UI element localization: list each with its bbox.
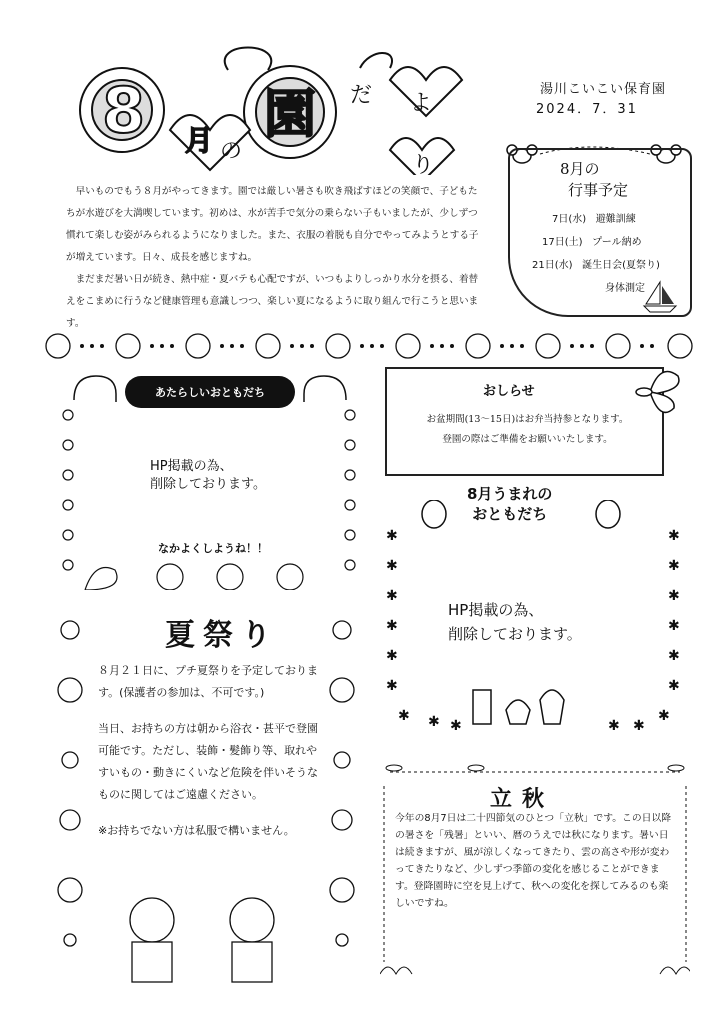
event-name: 身体測定 <box>605 283 645 294</box>
title-glyph-ri: り <box>412 153 435 175</box>
title-glyph-en: 園 <box>264 85 317 145</box>
svg-text:✱: ✱ <box>668 558 680 574</box>
festival-paragraph-3: ※お持ちでない方は私服で構いません。 <box>98 824 295 837</box>
school-name: 湯川こいこい保育園 <box>540 82 667 97</box>
schedule-title <box>560 158 628 200</box>
svg-text:✱: ✱ <box>633 718 645 734</box>
schedule-event <box>542 233 642 248</box>
notice-line-2: 登園の際はご準備をお願いいたします。 <box>442 434 613 445</box>
schedule-event <box>552 210 636 225</box>
title-decoration <box>60 40 500 175</box>
svg-text:✱: ✱ <box>668 618 680 634</box>
schedule-event <box>532 256 660 271</box>
svg-text:✱: ✱ <box>450 718 462 734</box>
issue-date: 2024．7．31 <box>536 102 638 117</box>
removed-line-2: 削除しております。 <box>150 477 266 492</box>
newsletter-title <box>60 40 500 175</box>
svg-text:✱: ✱ <box>668 588 680 604</box>
elephant-icon <box>300 372 350 408</box>
title-glyph-8: 8 <box>102 74 146 147</box>
intro-text <box>66 181 484 335</box>
festival-paragraph-1: ８月２１日に、プチ夏祭りを予定しております。(保護者の参加は、不可です。) <box>98 664 318 699</box>
svg-text:✱: ✱ <box>398 708 410 724</box>
birthday-title-line2: おともだち <box>472 505 548 523</box>
svg-text:✱: ✱ <box>386 528 398 544</box>
removed-notice <box>150 458 266 494</box>
svg-text:✱: ✱ <box>428 714 440 730</box>
removed-line-1: HP掲載の為、 <box>448 601 544 619</box>
birthday-title-line1: 8月うまれの <box>467 485 553 503</box>
title-glyph-da: だ <box>350 83 373 108</box>
svg-text:✱: ✱ <box>386 618 398 634</box>
svg-text:✱: ✱ <box>386 558 398 574</box>
elephant-icon <box>70 372 120 408</box>
event-date: 17日(土) <box>542 237 583 248</box>
removed-line-1: HP掲載の為、 <box>150 459 233 474</box>
title-glyph-tsuki: 月 <box>185 124 214 157</box>
pineapple-divider <box>40 326 700 360</box>
festival-paragraph-2: 当日、お持ちの方は朝から浴衣・甚平で登園可能です。ただし、装飾・髪飾り等、取れやすいもの・動きにくいなど危険を伴いそうなものに関してはご遠慮ください。 <box>98 722 318 801</box>
schedule-title-line1: 8月の <box>560 160 600 178</box>
svg-text:✱: ✱ <box>668 648 680 664</box>
event-date: 21日(水) <box>532 260 573 271</box>
event-name: 避難訓練 <box>595 214 636 225</box>
title-glyph-no: の <box>220 139 243 164</box>
pineapple-icon <box>40 326 700 360</box>
risshu-text: 今年の8月7日は二十四節気のひとつ「立秋」です。この日以降の暑さを「残暑」といい、暦のうえでは秋になります。暑い日は続きますが、風が涼しくなってきたり、雲の高さや形が変わってきたりなど、少しずつ季節の変化を感じることができます。登降園時に空を見上げて、秋への変化を探してみるのも楽しいですね。 <box>395 813 672 909</box>
removed-line-2: 削除しております。 <box>448 625 582 643</box>
svg-text:✱: ✱ <box>608 718 620 734</box>
svg-text:✱: ✱ <box>668 528 680 544</box>
festival-text <box>98 660 323 856</box>
title-glyph-yo: よ <box>410 91 433 116</box>
event-date: 7日(水) <box>552 214 587 225</box>
notice-text <box>400 410 655 450</box>
svg-text:✱: ✱ <box>658 708 670 724</box>
event-name: プール納め <box>592 237 642 248</box>
birthday-title <box>467 484 552 524</box>
schedule-title-line2: 行事予定 <box>568 181 629 199</box>
sailboat-icon <box>640 280 680 318</box>
intro-paragraph-2: まだまだ暑い日が続き、熱中症・夏バテも心配ですが、いつもよりしっかり水分を摂る、着替えをこまめに行うなど健康管理も意識しつつ、楽しい夏になるように取り組んで行こうと思います。 <box>66 274 479 329</box>
risshu-title: 立秋 <box>490 786 555 812</box>
svg-text:✱: ✱ <box>386 588 398 604</box>
event-name: 誕生日会(夏祭り) <box>582 260 660 271</box>
schedule-event <box>605 279 645 294</box>
svg-text:✱: ✱ <box>386 678 398 694</box>
svg-text:✱: ✱ <box>668 678 680 694</box>
friends-caption: なかよくしようね！！ <box>158 542 268 555</box>
new-friends-title: あたらしいおともだち <box>125 376 295 408</box>
svg-text:✱: ✱ <box>386 648 398 664</box>
notice-title: おしらせ <box>483 384 535 399</box>
intro-paragraph-1: 早いものでもう８月がやってきます。園では厳しい暑さも吹き飛ばすほどの笑顔で、子どもたちが水遊びを大満喫しています。初めは、水が苦手で気分の乗らない子もいましたが、少しずつ慣れて楽しむ姿がみられるようになりました。また、衣服の着脱も自分でやってみようとする子が増えています。日々、成長を感じますね。 <box>66 186 479 263</box>
festival-title: 夏祭り <box>165 618 279 653</box>
birthday-removed-notice <box>448 598 582 646</box>
notice-line-1: お盆期間(13～15日)はお弁当持参となります。 <box>426 414 629 425</box>
